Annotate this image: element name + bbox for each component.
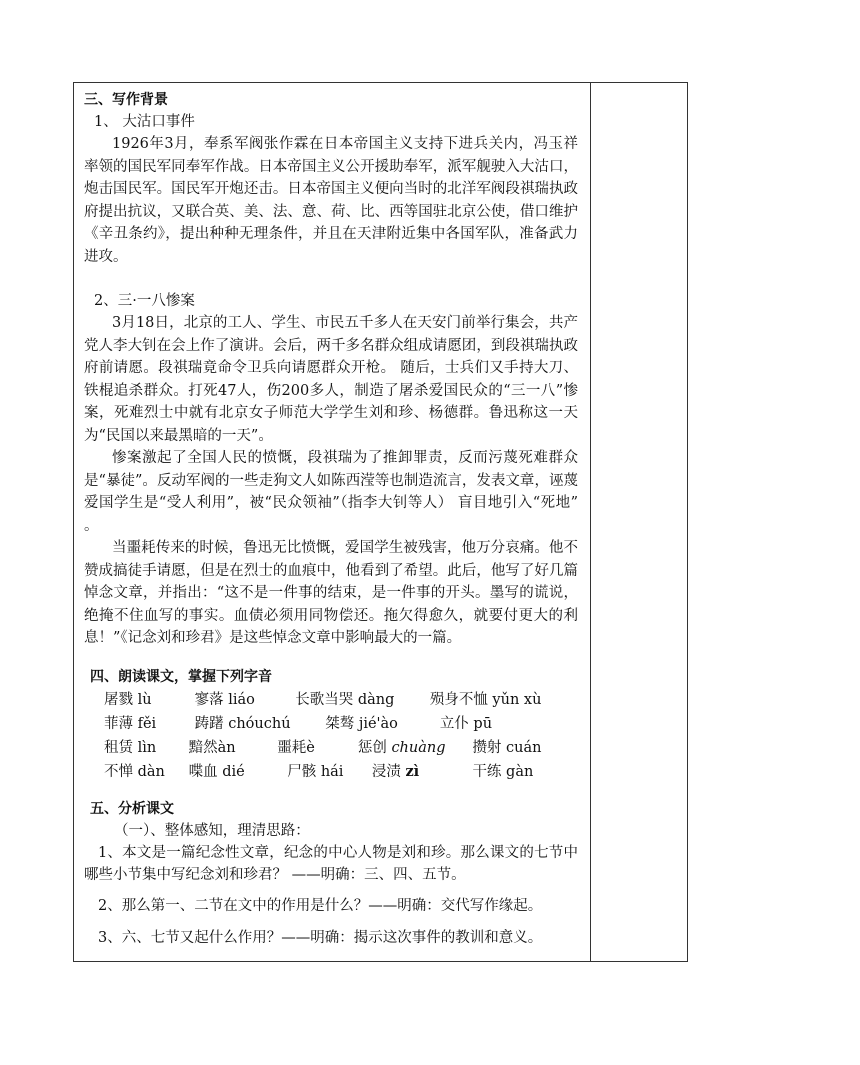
pronunciation-row <box>84 736 578 760</box>
pron-item: 长歌当哭 dàng <box>295 691 395 708</box>
pron-item: 黯然àn <box>188 739 236 756</box>
pron-item <box>358 736 468 760</box>
section3-sub2-title: 2、三·一八惨案 <box>94 293 195 309</box>
pron-item: 不惮 dàn <box>104 763 165 780</box>
pronunciation-row <box>84 712 578 736</box>
pron-item: 租赁 lìn <box>104 739 157 756</box>
section3-sub2-body2: 惨案激起了全国人民的愤慨，段祺瑞为了推卸罪责，反而污蔑死难群众是“暴徒”。反动军阀的一些走狗文人如陈西滢等也制造流言，发表文章，诬蔑爱国学生是“受人利用”，被“民众领袖”（指李大钊等人） 盲目地引入“死地” 。 <box>84 450 578 534</box>
pron-item: 干练 gàn <box>472 763 534 780</box>
pron-pinyin: chuàng <box>391 739 446 756</box>
pron-item: 立仆 pū <box>439 715 493 732</box>
question-3: 3、六、七节又起什么作用？——明确：揭示这次事件的教训和意义。 <box>98 930 543 946</box>
pron-pinyin: zì <box>405 762 420 780</box>
pron-item: 喋血 dié <box>188 763 245 780</box>
section4-heading: 四、朗读课文，掌握下列字音 <box>90 668 272 685</box>
side-column-divider <box>590 83 591 961</box>
question-1: 1、本文是一篇纪念性文章，纪念的中心人物是刘和珍。那么课文的七节中哪些小节集中写纪念刘和珍君？ ——明确：三、四、五节。 <box>84 844 578 883</box>
pron-item: 尸骸 hái <box>287 763 344 780</box>
pron-item: 殒身不恤 yǔn xù <box>429 691 542 708</box>
section5-heading: 五、分析课文 <box>90 800 174 817</box>
section3-sub1-body: 1926年3月，奉系军阀张作霖在日本帝国主义支持下进兵关内，冯玉祥率领的国民军同奉军作战。日本帝国主义公开援助奉军，派军舰驶入大沽口，炮击国民军。国民军开炮还击。日本帝国主义便向当时的北洋军阀段祺瑞执政府提出抗议，又联合英、美、法、意、荷、比、西等国驻北京公使，借口维护《辛丑条约》，提出种种无理条件，并且在天津附近集中各国军队，准备武力进攻。 <box>84 136 578 265</box>
section3-sub1-title: 1、 大沽口事件 <box>94 114 195 130</box>
lesson-content <box>84 89 578 950</box>
pronunciation-row <box>84 760 578 784</box>
pron-item <box>372 760 468 784</box>
pron-item: 屠戮 lù <box>104 691 152 708</box>
pron-word: 浸渍 <box>371 763 401 780</box>
section3-heading: 三、写作背景 <box>84 92 168 108</box>
pron-item: 菲薄 fěi <box>104 715 157 732</box>
section5-sub1: （一）、整体感知，理清思路： <box>114 822 310 839</box>
lesson-table <box>73 82 688 962</box>
pronunciation-row <box>84 688 578 712</box>
question-2: 2、那么第一、二节在文中的作用是什么？——明确：交代写作缘起。 <box>98 897 543 914</box>
pron-word: 惩创 <box>357 739 387 756</box>
pron-item: 桀骜 jié'ào <box>325 715 398 732</box>
section3-sub2-body1: 3月18日，北京的工人、学生、市民五千多人在天安门前举行集会，共产党人李大钊在会上作了演讲。会后，两千多名群众组成请愿团，到段祺瑞执政府前请愿。段祺瑞竟命令卫兵向请愿群众开枪。 随后，士兵们又手持大刀、铁棍追杀群众。打死47人，伤200多人，制造了屠杀爱国民众的“三一八”惨案，死难烈士中就有北京女子师范大学学生刘和珍、杨德群。鲁迅称这一天为“民国以来最黑暗的一天”。 <box>84 315 578 444</box>
pron-item: 寥落 liáo <box>194 691 255 708</box>
pron-item: 攒射 cuán <box>472 739 542 756</box>
pron-item: 噩耗è <box>277 739 315 756</box>
pron-item: 踌躇 chóuchú <box>194 715 291 732</box>
section3-sub2-body3: 当噩耗传来的时候，鲁迅无比愤慨，爱国学生被残害，他万分哀痛。他不赞成搞徒手请愿，但是在烈士的血痕中，他看到了希望。此后，他写了好几篇悼念文章，并指出：“这不是一件事的结束，是一件事的开头。墨写的谎说，绝掩不住血写的事实。血债必须用同物偿还。拖欠得愈久，就要付更大的利息！”《记念刘和珍君》是这些悼念文章中影响最大的一篇。 <box>84 540 578 646</box>
